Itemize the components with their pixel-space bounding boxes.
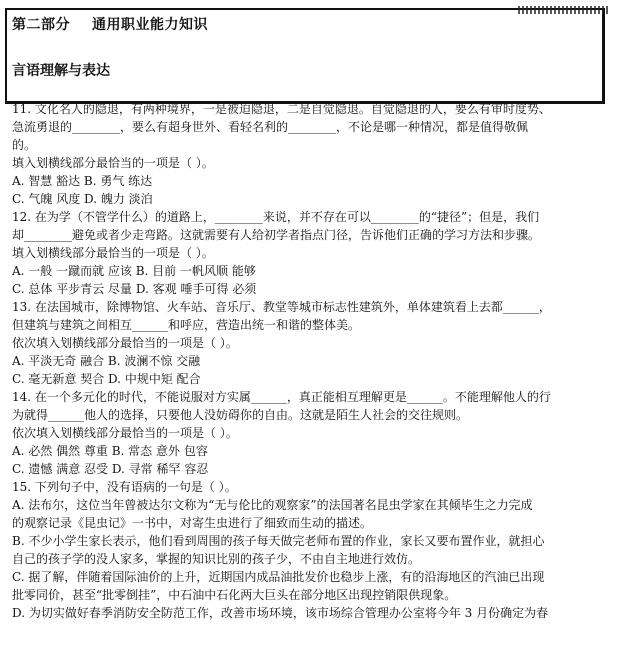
answer-options: A. 必然 偶然 尊重 B. 常态 意外 包容	[12, 444, 208, 458]
part-label: 第二部分	[12, 17, 70, 33]
answer-option-c-cont: 批零同价，甚至“批零倒挂”，中石油中石化两大巨头在部分地区出现控销限供现象。	[12, 588, 457, 602]
answer-options: C. 毫无新意 契合 D. 中规中矩 配合	[12, 372, 201, 386]
question-line: 14. 在一个多元化的时代，不能说服对方实属______，真正能相互理解更是______。不能理解他人的行	[12, 390, 551, 404]
answer-options: A. 一般 一蹴而就 应该 B. 目前 一帆风顺 能够	[12, 264, 256, 278]
question-line: 为就得______他人的选择，只要他人没妨碍你的自由。这就是陌生人社会的交往规则。	[12, 408, 469, 422]
question-line: 12. 在为学（不管学什么）的道路上，________来说，并不存在可以________的“捷径”；但是，我们	[12, 210, 540, 224]
question-prompt: 填入划横线部分最恰当的一项是（ ）。	[12, 246, 214, 260]
answer-options: A. 平淡无奇 融合 B. 波澜不惊 交融	[12, 354, 201, 368]
question-14	[12, 388, 604, 478]
question-line: 急流勇退的________，要么有超身世外、看轻名利的________，不论是哪一种情况，都是值得敬佩	[12, 120, 529, 134]
answer-options: A. 智慧 豁达 B. 勇气 练达	[12, 174, 153, 188]
answer-options: C. 总体 平步青云 尽量 D. 客观 唾手可得 必须	[12, 282, 257, 296]
answer-option-a-cont: 的观察记录《昆虫记》一书中，对寄生虫进行了细致而生动的描述。	[12, 516, 373, 530]
scan-mark-decoration	[518, 6, 608, 14]
question-line: 15. 下列句子中，没有语病的一句是（ ）。	[12, 480, 237, 494]
question-line: 的。	[12, 138, 37, 152]
section-title	[12, 14, 208, 34]
answer-option-a: A. 法布尔，这位当年曾被达尔文称为“无与伦比的观察家”的法国著名昆虫学家在其倾毕生之力完成	[12, 498, 533, 512]
question-prompt: 依次填入划横线部分最恰当的一项是（ ）。	[12, 426, 238, 440]
question-line: 13. 在法国城市，除博物馆、火车站、音乐厅、教堂等城市标志性建筑外，单体建筑看上去都______，	[12, 300, 551, 314]
question-13	[12, 298, 604, 388]
question-11	[12, 100, 604, 208]
subsection-title: 言语理解与表达	[12, 63, 110, 79]
answer-option-b: B. 不少小学生家长表示，他们看到周围的孩子每天做完老师布置的作业，家长又要布置作业，就担心	[12, 534, 545, 548]
question-line: 11. 文化名人的隐退，有两种境界，一是被迫隐退，二是自觉隐退。自觉隐退的人，要么有审时度势、	[12, 102, 551, 116]
answer-option-d: D. 为切实做好春季消防安全防范工作，改善市场环境，该市场综合管理办公室将今年 3 月份确定为春	[12, 606, 549, 620]
answer-option-b-cont: 自己的孩子学的没人家多，掌握的知识比别的孩子少，不由自主地进行效仿。	[12, 552, 421, 566]
question-list	[12, 96, 604, 622]
answer-options: C. 遗憾 满意 忍受 D. 寻常 稀罕 容忍	[12, 462, 209, 476]
question-line: 却________避免或者少走弯路。这就需要有人给初学者指点门径，告诉他们正确的学习方法和步骤。	[12, 228, 541, 242]
part-name: 通用职业能力知识	[92, 17, 208, 33]
answer-options: C. 气魄 风度 D. 魄力 淡泊	[12, 192, 153, 206]
answer-option-c: C. 据了解，伴随着国际油价的上升，近期国内成品油批发价也稳步上涨，有的沿海地区的汽油已出现	[12, 570, 545, 584]
question-prompt: 依次填入划横线部分最恰当的一项是（ ）。	[12, 336, 238, 350]
question-prompt: 填入划横线部分最恰当的一项是（ ）。	[12, 156, 214, 170]
question-line: 但建筑与建筑之间相互______和呼应，营造出统一和谐的整体美。	[12, 318, 361, 332]
question-15	[12, 478, 604, 622]
question-12	[12, 208, 604, 298]
